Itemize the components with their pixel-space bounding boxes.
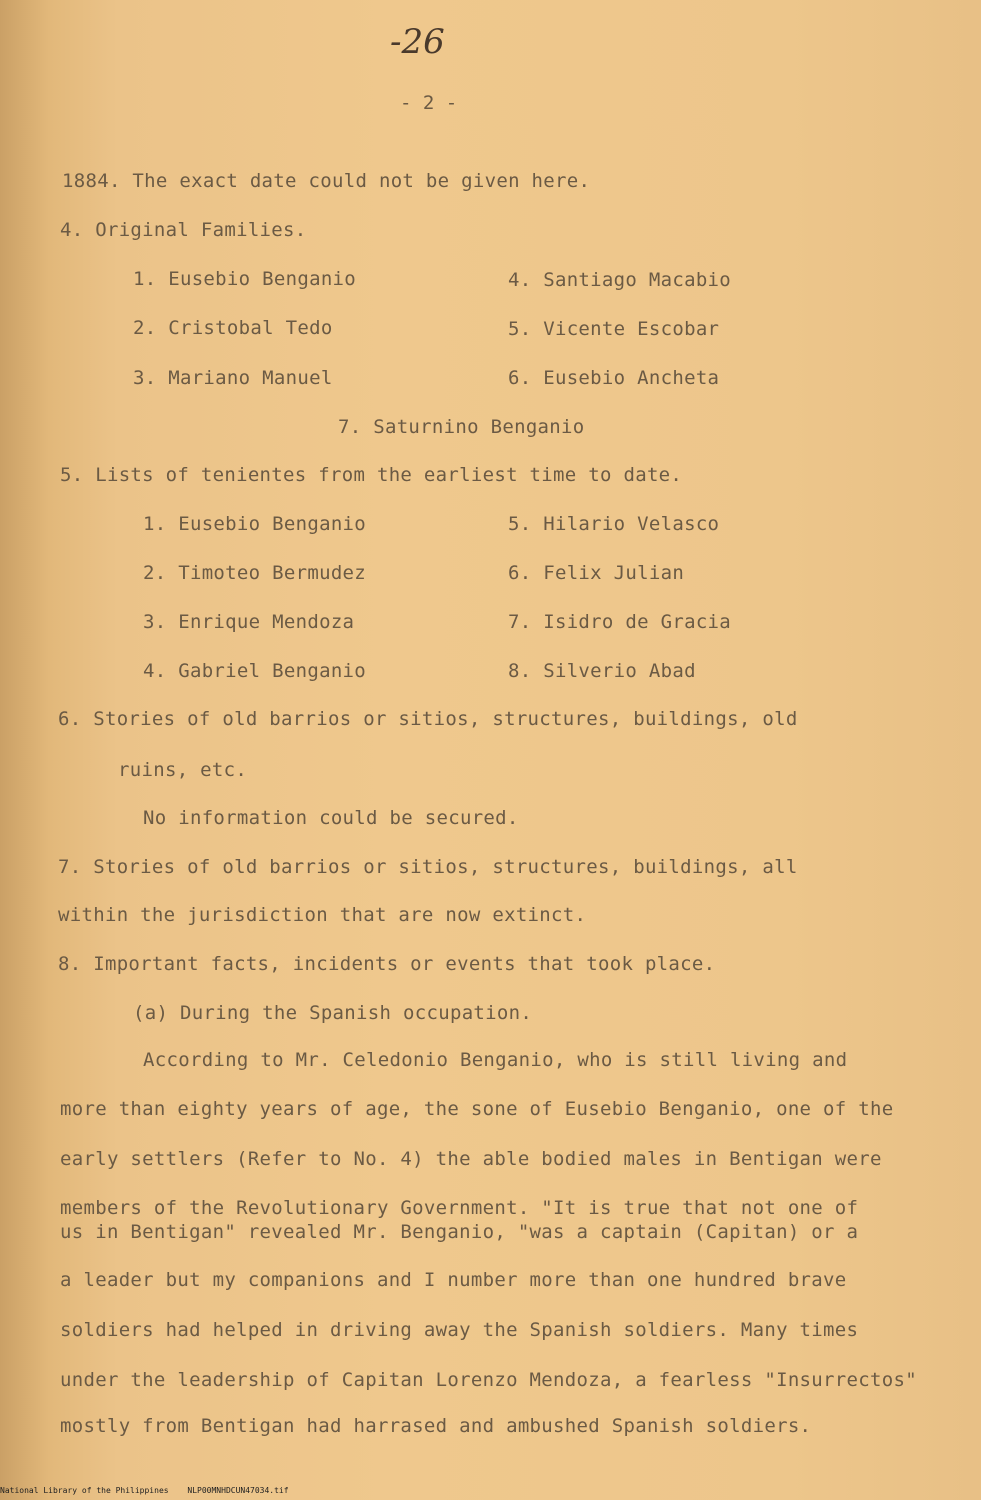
intro-line: 1884. The exact date could not be given here.	[62, 170, 591, 192]
handwritten-page-number: -26	[390, 22, 445, 62]
family-item: 7. Saturnino Benganio	[338, 416, 585, 438]
family-item: 4. Santiago Macabio	[508, 269, 732, 291]
teniente-item: 5. Hilario Velasco	[508, 513, 720, 535]
section7-line: 7. Stories of old barrios or sitios, structures, buildings, all	[58, 856, 798, 878]
section8-subheading: (a) During the Spanish occupation.	[133, 1002, 533, 1024]
scan-footer	[0, 1486, 303, 1495]
footer-library: National Library of the Philippines	[0, 1486, 169, 1495]
teniente-item: 2. Timoteo Bermudez	[143, 562, 367, 584]
section4-heading: 4. Original Families.	[60, 219, 307, 241]
paragraph-line: more than eighty years of age, the sone of Eusebio Benganio, one of the	[60, 1098, 894, 1120]
section6-note: No information could be secured.	[143, 807, 519, 829]
section5-heading: 5. Lists of tenientes from the earliest time to date.	[60, 464, 683, 486]
paragraph-line: members of the Revolutionary Government. "It is true that not one of	[60, 1197, 859, 1219]
section7-line: within the jurisdiction that are now extinct.	[58, 904, 587, 926]
section6-line: 6. Stories of old barrios or sitios, structures, buildings, old	[58, 708, 798, 730]
family-item: 5. Vicente Escobar	[508, 318, 720, 340]
family-item: 1. Eusebio Benganio	[133, 268, 357, 290]
family-item: 6. Eusebio Ancheta	[508, 367, 720, 389]
section8-heading: 8. Important facts, incidents or events that took place.	[58, 953, 716, 975]
teniente-item: 7. Isidro de Gracia	[508, 611, 732, 633]
paragraph-line: According to Mr. Celedonio Benganio, who is still living and	[143, 1049, 848, 1071]
page-number: - 2 -	[400, 92, 458, 114]
paragraph-line: us in Bentigan" revealed Mr. Benganio, "was a captain (Capitan) or a	[60, 1221, 859, 1243]
teniente-item: 3. Enrique Mendoza	[143, 611, 355, 633]
footer-file: NLP00MNHDCUN47034.tif	[187, 1486, 289, 1495]
paragraph-line: early settlers (Refer to No. 4) the able bodied males in Bentigan were	[60, 1148, 882, 1170]
family-item: 2. Cristobal Tedo	[133, 317, 333, 339]
teniente-item: 8. Silverio Abad	[508, 660, 696, 682]
paragraph-line: under the leadership of Capitan Lorenzo Mendoza, a fearless "Insurrectos"	[60, 1369, 917, 1391]
teniente-item: 6. Felix Julian	[508, 562, 685, 584]
paragraph-line: a leader but my companions and I number more than one hundred brave	[60, 1269, 847, 1291]
section6-line: ruins, etc.	[118, 759, 248, 781]
teniente-item: 1. Eusebio Benganio	[143, 513, 367, 535]
family-item: 3. Mariano Manuel	[133, 367, 333, 389]
paragraph-line: soldiers had helped in driving away the Spanish soldiers. Many times	[60, 1319, 859, 1341]
paragraph-line: mostly from Bentigan had harrased and ambushed Spanish soldiers.	[60, 1415, 812, 1437]
teniente-item: 4. Gabriel Benganio	[143, 660, 367, 682]
